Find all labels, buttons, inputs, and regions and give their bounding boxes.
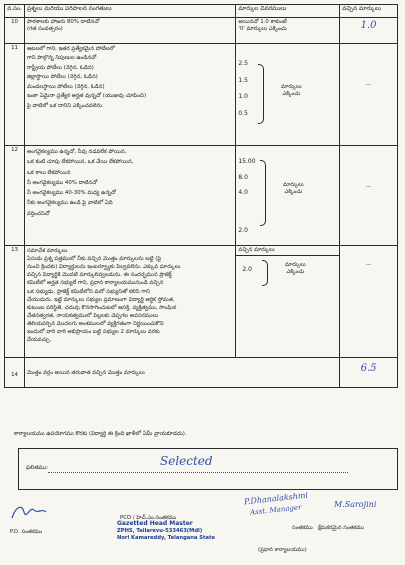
brace-label: మార్కులు (281, 84, 302, 90)
brace-label: ఎక్కించు (286, 269, 305, 276)
row-line: పాఠశాలకు హాజరు 80% దాటినచో (26, 19, 100, 25)
marks-value: 2.0 (242, 266, 252, 273)
row-rule (236, 246, 340, 358)
marks-brace (260, 160, 266, 226)
row-description (24, 146, 235, 246)
row-rule (236, 44, 340, 146)
row-line: తెలియపర్చిన మొదలగు అంశములలో వ్యక్తిగతంగా నిర్ణయించుకొని (26, 320, 164, 327)
marks-value: 0.5 (238, 109, 248, 117)
row-line: వేయవచ్చు. (26, 337, 52, 344)
table-row (5, 44, 398, 146)
table-row (5, 246, 398, 358)
obtained-marks: 1.0 (340, 18, 398, 44)
row-line: నీ అంగవైకల్యము 40-30% మధ్య ఉన్నచో (26, 190, 116, 197)
row-line: చేతనత్వరత, నాయకత్వములో పిల్లలకు చెప్పగల అవసరములు (26, 312, 159, 319)
row-line: ఒక కంటి చూపు లేకపోయిన, ఒక చేయి లేకపోయిన, (26, 159, 134, 166)
obtained-marks: — (340, 246, 398, 358)
row-line: ఇందులో వారి వారి అభిప్రాయం బట్టి సభ్యుల 2 మార్కులు వరకు (26, 329, 160, 336)
marks-value: 2.0 (238, 226, 248, 234)
row-line: నీకు అంగవైకల్యము ఉండి పై వాటిలో ఏది (26, 200, 113, 207)
stamp-line: Gazetted Head Master (117, 520, 193, 527)
stamp-line: Nori Kamareddy, Telangana State (117, 534, 215, 541)
marks-value: 2.5 (238, 60, 248, 67)
head-office-label: (ప్రధాన కార్యాలయము) (258, 547, 307, 553)
marks-value: 1.5 (238, 76, 248, 84)
table-row (5, 358, 398, 388)
total-marks: 6.5 (340, 358, 398, 388)
marks-value: 8.0 (238, 173, 248, 181)
row-line: మండలస్థాయి పోటీలు (నెగ్గిన, ఓడిన) (26, 83, 105, 90)
marks-value: 1.0 (238, 93, 248, 100)
row-line: ఏసుడు ప్రశ్న పత్రములో నీకు వచ్చిన మొత్తం మార్కులను బట్టి (పై (26, 256, 162, 263)
pd-signature-mark (8, 500, 48, 524)
row-line: వర్తించనిచో (26, 210, 50, 217)
manager-signature-label: సంతకము (292, 525, 313, 531)
row-line: చేయుదురు. ఇట్టి మార్కులు సభ్యుల ప్రమాణంగా విద్యార్థి ఆర్థిక స్తోమత, (26, 296, 175, 303)
row-rule (236, 146, 340, 246)
second-handwritten-name: M.Sarojini (334, 500, 377, 509)
row-line: నీ అంగవైకల్యము 40% దాటినచో (26, 179, 98, 186)
row-line: గాని పాల్గొన్న నిపుణుల ఉండినచో (26, 55, 97, 62)
pco-signature-label: PCO / హెచ్.ఎం.సంతకము (120, 515, 177, 521)
row-line: ఒక సభ్యుడు, ప్రాజెక్ట్ కమిటీలోని మరో సభ్యునితో కలిసి గాని (26, 288, 150, 295)
manager-handwritten-title: Asst. Manager (249, 503, 302, 517)
rule-subheader: వచ్చిన మార్కులు (236, 246, 339, 256)
row-number: 12 (5, 146, 25, 246)
row-description (24, 358, 339, 388)
manager-handwritten-name: P.Dhanalakshmi (243, 490, 309, 507)
table-header-row (5, 5, 398, 18)
brace-label: ఎక్కించు (284, 189, 303, 196)
header-no: వ.సం. (5, 5, 25, 18)
stamp-line: ZPHS, Tallarevu-533463(Mdl) (117, 527, 203, 534)
row-number: 10 (5, 18, 25, 44)
row-line: ఇంకా ఏమైనా ప్రత్యేక అర్హత వున్నచో (యుజువు చూపించి) (26, 93, 147, 100)
row-number: 14 (5, 358, 25, 388)
result-label: ఫలితము: (26, 465, 49, 471)
marks-value: 15.00 (238, 158, 256, 165)
row-line: పై వాటిలో ఒక దానిని ఎక్కించవలెను. (26, 102, 104, 109)
row-line: ఆటలలో గాని, ఇతర ప్రత్యేకమైన పోటీలలో (26, 46, 115, 52)
header-rule: మార్కుల వివరములు (236, 5, 340, 18)
row-rule (236, 18, 340, 44)
result-value: Selected (160, 454, 213, 468)
table-row (5, 146, 398, 246)
row-line: మొత్తం వర్గం అయిన తరువాత వచ్చిన మొత్తం మార్కులు (26, 370, 145, 376)
row-title: సమావేశ మార్కులు (26, 248, 68, 254)
marks-table (4, 4, 398, 388)
row-line: రాష్ట్రీయ పోటీలు (నెగ్గిన, ఓడిన) (26, 64, 94, 71)
row-line: వచ్చిన విద్యార్థికి మొదటి మార్కులివ్వబడును. ఈ సందర్భమున ప్రాజెక్ట్ (26, 272, 172, 279)
row-line: (గత సంవత్సరం) (26, 26, 63, 33)
brace-label: మార్కులు (285, 262, 306, 268)
rule-line: '0' మార్కులు ఎక్కించు (238, 26, 287, 33)
row-line: అంగవైకల్యము ఉన్నచో, నీవు నడవలేక పోయిన, (26, 149, 127, 155)
header-description: ప్రశ్నలు మరియు పరిపాలన సంగతులు (24, 5, 235, 18)
row-line: ఒక కాలు లేకపోయిన (26, 169, 71, 176)
row-line: కమిటీలో అర్హత సభ్యులే గాని, ప్రధాన కార్యాలయమునుండి వచ్చిన (26, 280, 164, 287)
row-description (24, 18, 235, 44)
header-obtained: వచ్చిన మార్కులు (340, 5, 398, 18)
row-line: కుటుంబ పరిస్థితి, చదువు కొనసాగించుటలో ఆసక్తి, వ్యక్తిత్వము, సాంఘిక (26, 304, 176, 311)
row-number: 11 (5, 44, 25, 146)
pd-signature-label: P.D. సంతకము (10, 529, 43, 535)
row-description (24, 246, 235, 358)
rule-line: అయినచో 1.0 కాకుంటే (238, 19, 287, 25)
row-description (24, 44, 235, 146)
table-row (5, 18, 398, 44)
row-number: 13 (5, 246, 25, 358)
marks-value: 4.0 (238, 189, 248, 196)
obtained-marks: — (340, 44, 398, 146)
second-signature-label: క్షేమకరమైన సంతకము (318, 525, 365, 531)
row-line: జిల్లాస్థాయి పోటీలు (నెగ్గిన, ఓడిన) (26, 74, 98, 81)
marks-brace (258, 64, 264, 124)
gazetted-stamp (117, 520, 215, 541)
row-line: నుంచి క్రిందకు) విద్యార్థులను ఇంటర్వ్యూకు పిల్వవలెను. ఎక్కువ మార్కులు (26, 264, 181, 271)
obtained-marks: — (340, 146, 398, 246)
office-use-note: కార్యాలయము ఉపయోగము కొరకు (విద్యార్థి ఈ క్రింది ఖాళీలో ఏమీ వ్రాయకూడదు). (14, 431, 187, 437)
marks-brace (262, 260, 268, 286)
result-line (48, 472, 348, 473)
brace-label: మార్కులు (283, 182, 304, 188)
brace-label: ఎక్కించు (282, 91, 301, 98)
